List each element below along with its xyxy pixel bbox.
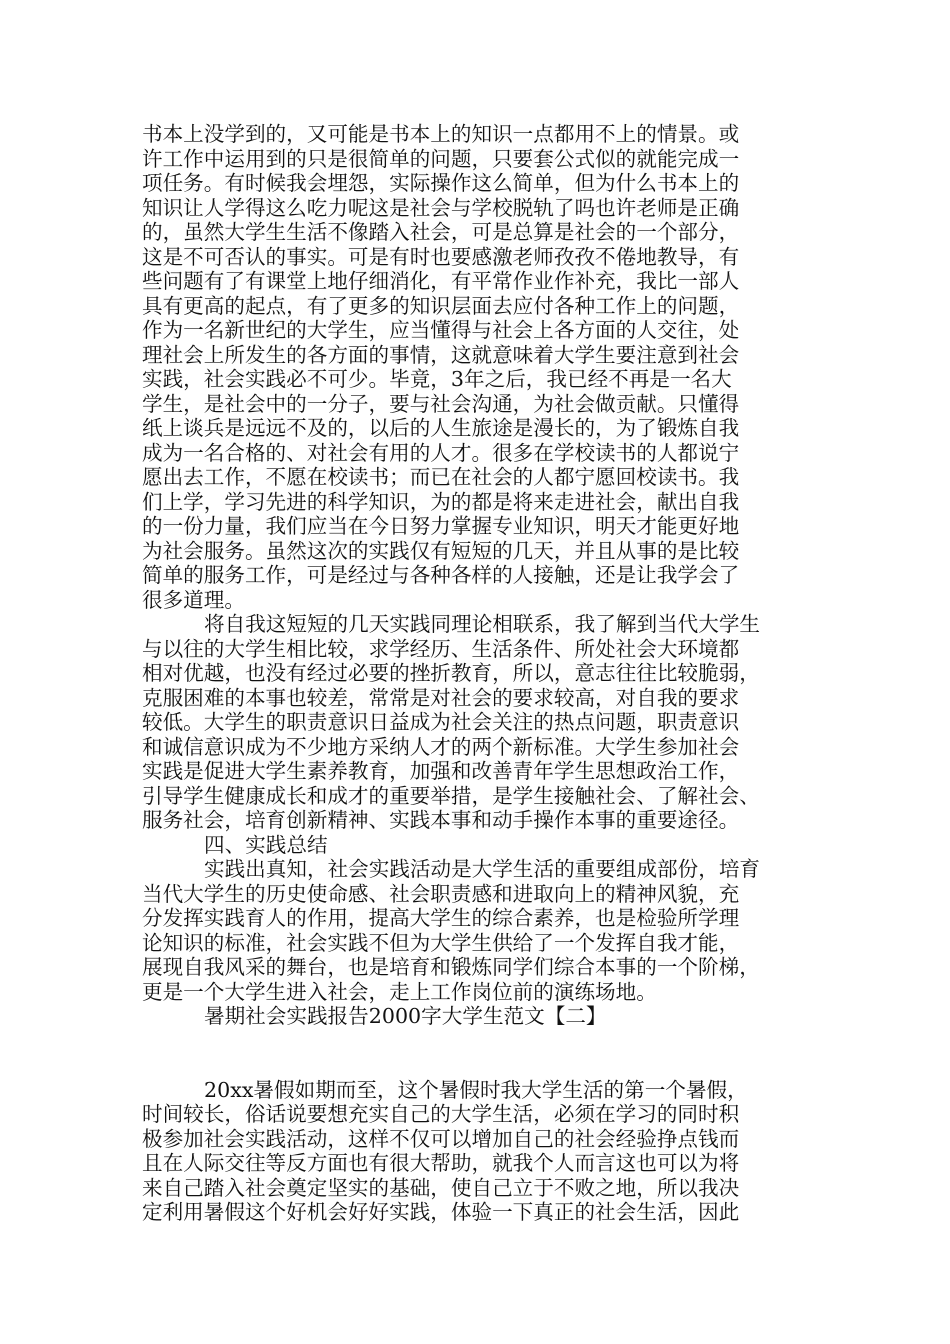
text-line: 作为一名新世纪的大学生，应当懂得与社会上各方面的人交往，处 xyxy=(142,318,740,342)
text-line: 些问题有了有课堂上地仔细消化，有平常作业作补充，我比一部人 xyxy=(142,269,740,293)
text-line: 较低。大学生的职责意识日益成为社会关注的热点问题，职责意识 xyxy=(142,710,740,734)
text-line: 的，虽然大学生生活不像踏入社会，可是总算是社会的一个部分， xyxy=(142,220,740,244)
blank-line xyxy=(142,1029,832,1078)
paragraph-2 xyxy=(142,612,832,833)
text-line: 这是不可否认的事实。可是有时也要感激老师孜孜不倦地教导，有 xyxy=(142,244,740,269)
text-line: 具有更高的起点，有了更多的知识层面去应付各种工作上的问题， xyxy=(142,293,740,318)
text-line: 来自己踏入社会奠定坚实的基础，使自己立于不败之地，所以我决 xyxy=(142,1175,740,1200)
paragraph-1 xyxy=(142,122,832,612)
text-line: 20xx暑假如期而至，这个暑假时我大学生活的第一个暑假， xyxy=(204,1077,748,1102)
text-line: 知识让人学得这么吃力呢这是社会与学校脱轨了吗也许老师是正确 xyxy=(142,195,740,220)
text-line: 相对优越，也没有经过必要的挫折教育，所以，意志往往比较脆弱， xyxy=(142,661,760,685)
article-title xyxy=(142,1004,832,1029)
text-line: 克服困难的本事也较差，常常是对社会的要求较高，对自我的要求 xyxy=(142,685,740,710)
document-page xyxy=(142,122,832,1225)
text-line: 实践出真知，社会实践活动是大学生活的重要组成部份，培育 xyxy=(204,857,761,881)
text-line: 实践，社会实践必不可少。毕竟，3年之后，我已经不再是一名大 xyxy=(142,367,732,391)
text-line: 的一份力量，我们应当在今日努力掌握专业知识，明天才能更好地 xyxy=(142,514,740,538)
text-line: 展现自我风采的舞台，也是培育和锻炼同学们综合本事的一个阶梯， xyxy=(142,955,760,979)
text-line: 将自我这短短的几天实践同理论相联系，我了解到当代大学生 xyxy=(204,612,761,636)
text-line: 们上学，学习先进的科学知识，为的都是将来走进社会，献出自我 xyxy=(142,489,740,514)
text-line: 为社会服务。虽然这次的实践仅有短短的几天，并且从事的是比较 xyxy=(142,538,740,563)
text-line: 成为一名合格的、对社会有用的人才。很多在学校读书的人都说宁 xyxy=(142,440,740,465)
text-line: 与以往的大学生相比较，求学经历、生活条件、所处社会大环境都 xyxy=(142,636,740,661)
text-line: 暑期社会实践报告2000字大学生范文【二】 xyxy=(204,1004,607,1028)
text-line: 当代大学生的历史使命感、社会职责感和进取向上的精神风貌，充 xyxy=(142,881,740,906)
paragraph-3 xyxy=(142,857,832,1004)
text-line: 实践是促进大学生素养教育，加强和改善青年学生思想政治工作， xyxy=(142,759,740,783)
text-line: 纸上谈兵是远远不及的，以后的人生旅途是漫长的，为了锻炼自我 xyxy=(142,416,740,440)
text-line: 定利用暑假这个好机会好好实践，体验一下真正的社会生活，因此 xyxy=(142,1200,740,1224)
text-line: 极参加社会实践活动，这样不仅可以增加自己的社会经验挣点钱而 xyxy=(142,1126,740,1151)
text-line: 和诚信意识成为不少地方采纳人才的两个新标准。大学生参加社会 xyxy=(142,734,740,759)
text-line: 书本上没学到的，又可能是书本上的知识一点都用不上的情景。或 xyxy=(142,122,740,146)
text-line: 服务社会，培育创新精神、实践本事和动手操作本事的重要途径。 xyxy=(142,808,740,832)
section-heading xyxy=(142,833,832,858)
text-line: 四、实践总结 xyxy=(204,832,328,857)
text-line: 分发挥实践育人的作用，提高大学生的综合素养，也是检验所学理 xyxy=(142,906,740,930)
text-line: 且在人际交往等反方面也有很大帮助，就我个人而言这也可以为将 xyxy=(142,1151,740,1175)
text-line: 学生，是社会中的一分子，要与社会沟通，为社会做贡献。只懂得 xyxy=(142,391,740,416)
text-line: 项任务。有时候我会埋怨，实际操作这么简单，但为什么书本上的 xyxy=(142,171,740,195)
text-line: 愿出去工作，不愿在校读书；而已在社会的人都宁愿回校读书。我 xyxy=(142,465,740,489)
text-line: 理社会上所发生的各方面的事情，这就意味着大学生要注意到社会 xyxy=(142,342,740,367)
paragraph-4 xyxy=(142,1078,832,1225)
text-line: 更是一个大学生进入社会，走上工作岗位前的演练场地。 xyxy=(142,979,657,1004)
text-line: 很多道理。 xyxy=(142,587,245,612)
text-line: 时间较长，俗话说要想充实自己的大学生活，必须在学习的同时积 xyxy=(142,1102,740,1126)
text-line: 简单的服务工作，可是经过与各种各样的人接触，还是让我学会了 xyxy=(142,563,740,587)
text-line: 论知识的标准，社会实践不但为大学生供给了一个发挥自我才能， xyxy=(142,930,740,955)
text-line: 许工作中运用到的只是很简单的问题，只要套公式似的就能完成一 xyxy=(142,146,740,171)
text-line: 引导学生健康成长和成才的重要举措，是学生接触社会、了解社会、 xyxy=(142,783,760,808)
